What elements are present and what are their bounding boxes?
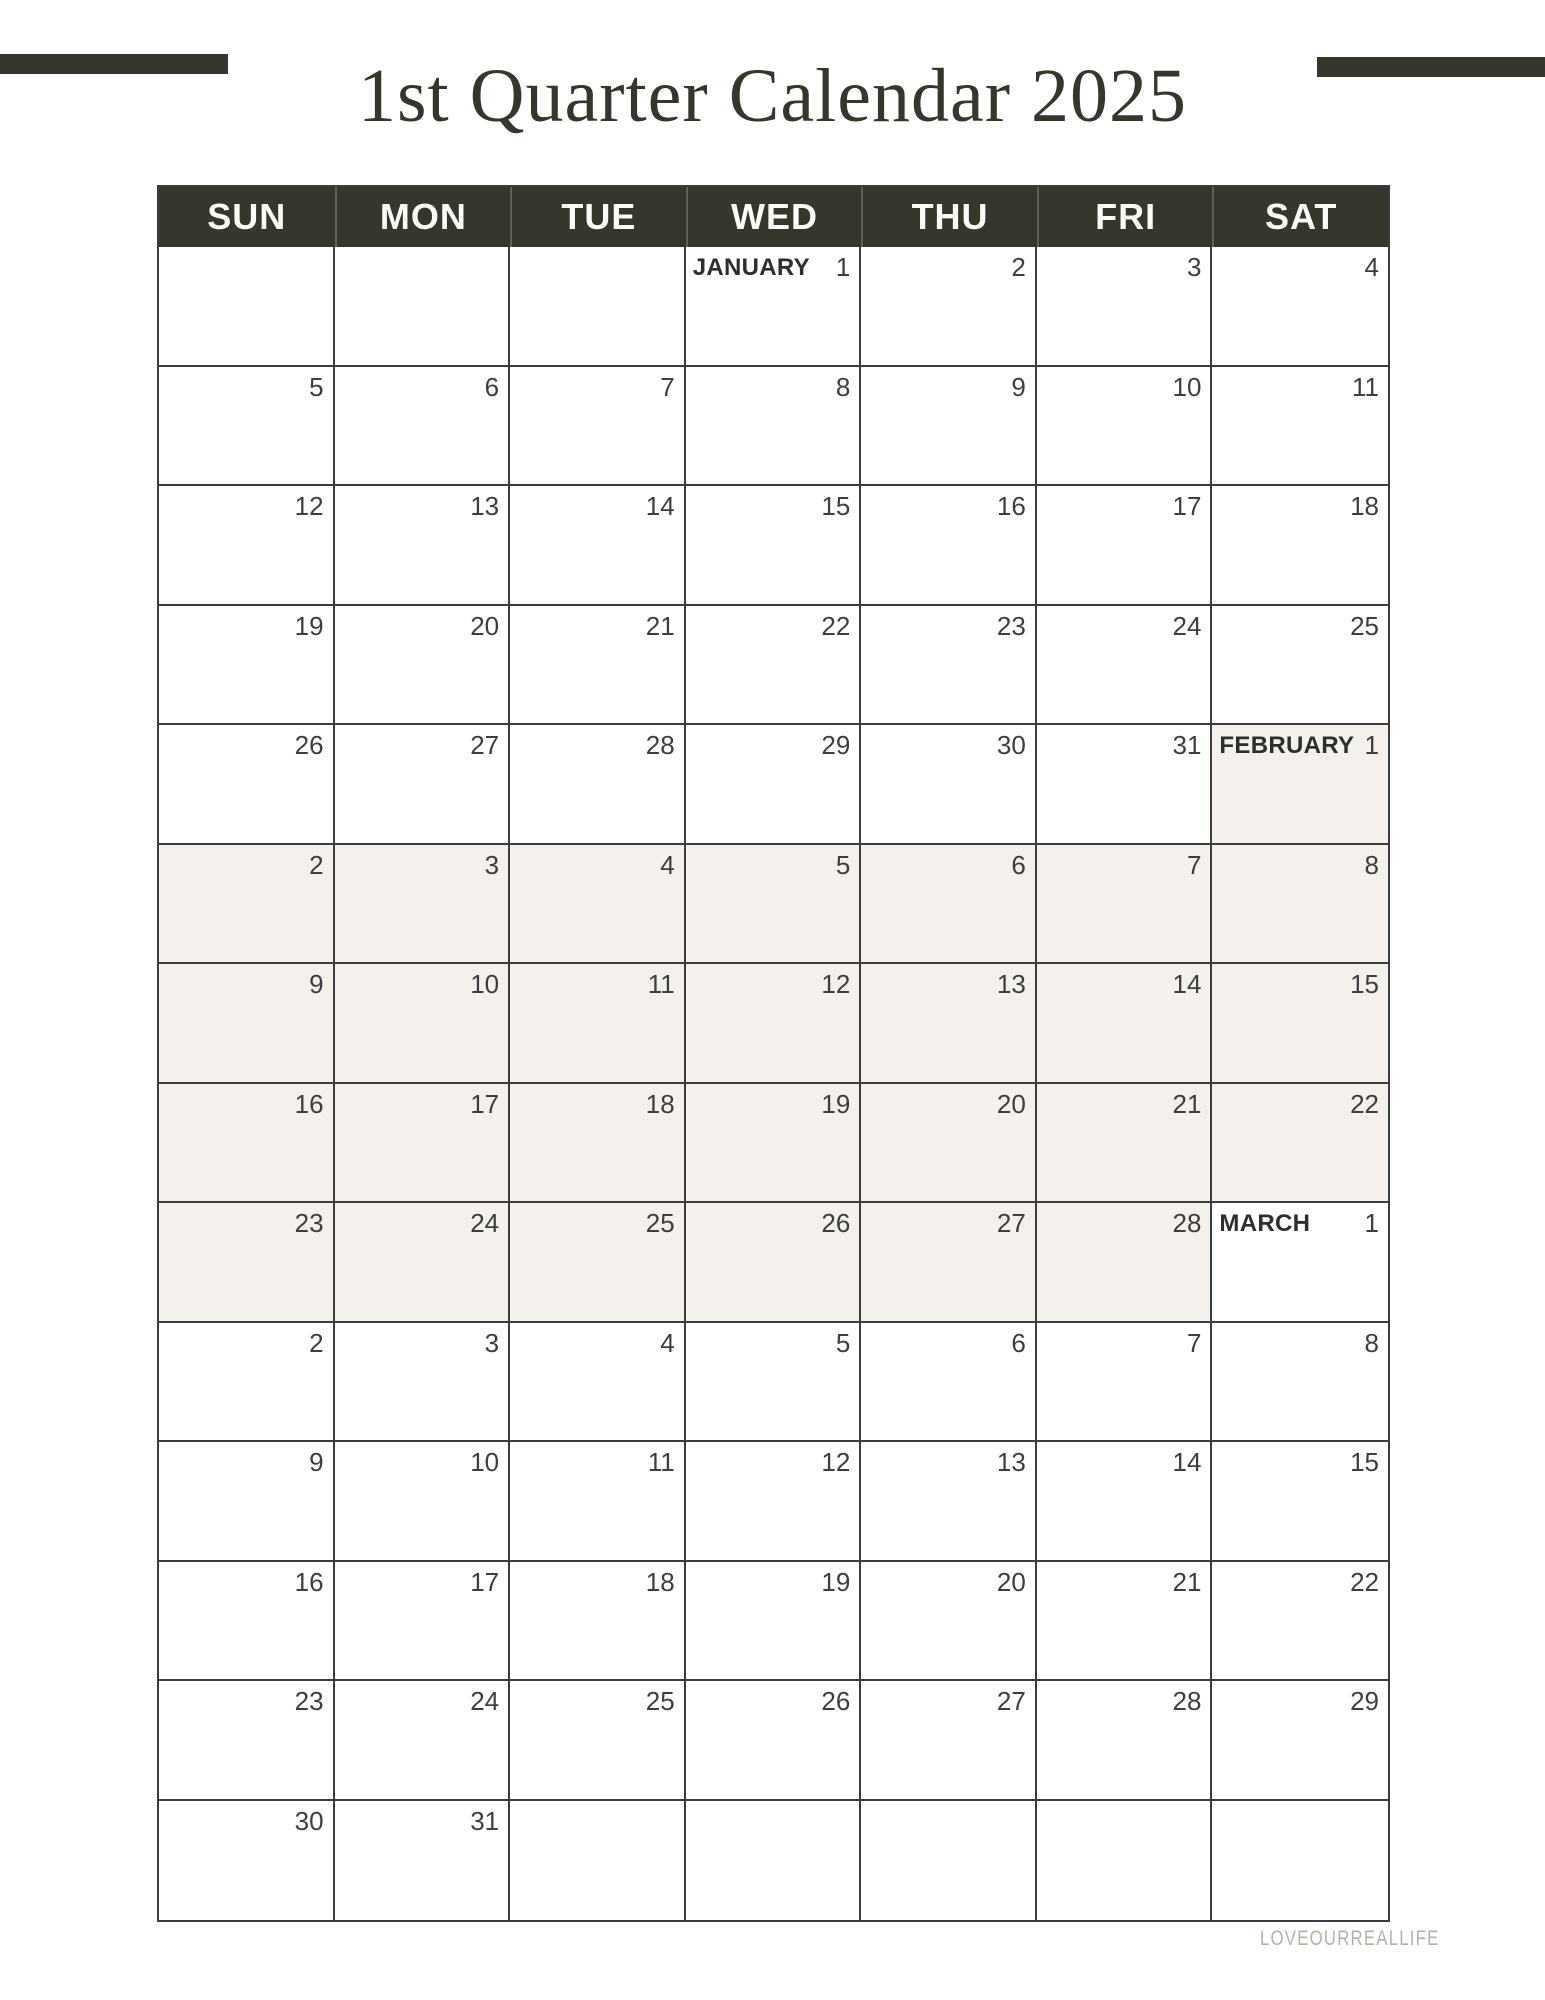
date-number: 19 [821, 1088, 851, 1119]
calendar-cell [1037, 486, 1213, 606]
calendar-cell [686, 606, 862, 726]
date-number: 14 [1172, 969, 1202, 999]
calendar-cell [335, 964, 511, 1084]
calendar-cell [159, 1084, 335, 1204]
calendar-cell [686, 1203, 862, 1323]
date-number: 23 [996, 610, 1026, 641]
date-number: 24 [470, 1208, 500, 1238]
calendar-cell [686, 1562, 862, 1682]
calendar-cell [1212, 845, 1388, 965]
calendar-cell [1037, 725, 1213, 845]
calendar-cell [335, 606, 511, 726]
calendar-cell [510, 845, 686, 965]
date-number: 6 [1011, 1327, 1026, 1358]
calendar-cell [1212, 486, 1388, 606]
date-number: 10 [470, 1447, 500, 1477]
date-number: 22 [1350, 1566, 1379, 1597]
date-number: 6 [1011, 849, 1026, 880]
calendar-cell [861, 1681, 1037, 1801]
calendar-cell [510, 247, 686, 367]
date-number: 25 [645, 1208, 675, 1238]
calendar-cell [335, 1084, 511, 1204]
watermark: LOVEOURREALLIFE [1260, 1927, 1440, 1950]
calendar-cell [510, 486, 686, 606]
calendar-cell [861, 247, 1037, 367]
calendar-cell [861, 1203, 1037, 1323]
calendar-cell [335, 725, 511, 845]
calendar-cell [686, 964, 862, 1084]
date-number: 14 [1172, 1447, 1202, 1477]
calendar-cell [510, 1681, 686, 1801]
calendar-cell [861, 486, 1037, 606]
calendar-cell [335, 1442, 511, 1562]
date-number: 26 [821, 1208, 851, 1238]
date-number: 9 [309, 1447, 324, 1477]
calendar-cell [861, 845, 1037, 965]
date-number: 27 [996, 1208, 1026, 1238]
calendar-cell [1212, 1323, 1388, 1443]
calendar-cell [1037, 367, 1213, 487]
calendar-cell [159, 1801, 335, 1921]
date-number: 1 [1364, 1208, 1379, 1238]
calendar-cell [1212, 1442, 1388, 1562]
calendar-cell [159, 1442, 335, 1562]
month-label-february: FEBRUARY [1219, 732, 1355, 759]
day-header-sun: SUN [207, 196, 287, 237]
month-label-march: MARCH [1219, 1210, 1311, 1237]
calendar-cell [159, 606, 335, 726]
date-number: 21 [1172, 1566, 1202, 1597]
date-number: 17 [470, 1566, 500, 1597]
quarter-calendar-grid [157, 185, 1390, 1922]
calendar-cell [1037, 606, 1213, 726]
calendar-cell [510, 367, 686, 487]
date-number: 12 [821, 1447, 851, 1477]
calendar-cell [159, 1562, 335, 1682]
date-number: 9 [1011, 371, 1026, 402]
date-number: 4 [660, 849, 675, 880]
date-number: 8 [1364, 1327, 1379, 1358]
date-number: 26 [294, 730, 324, 760]
date-number: 24 [1172, 610, 1202, 641]
calendar-cell [159, 1203, 335, 1323]
date-number: 5 [309, 371, 324, 402]
date-number: 29 [1350, 1686, 1379, 1716]
day-header-fri: FRI [1037, 187, 1213, 247]
calendar-cell [861, 367, 1037, 487]
date-number: 23 [294, 1686, 324, 1716]
calendar-cell [159, 247, 335, 367]
day-header-row [159, 187, 1388, 247]
date-number: 17 [1172, 491, 1202, 521]
date-number: 28 [645, 730, 675, 760]
date-number: 17 [470, 1088, 500, 1119]
calendar-cell [335, 1801, 511, 1921]
calendar-cell [861, 725, 1037, 845]
date-number: 27 [470, 730, 500, 760]
date-number: 15 [821, 491, 851, 521]
calendar-cell [510, 606, 686, 726]
calendar-cell [686, 367, 862, 487]
date-number: 21 [645, 610, 675, 641]
date-number: 2 [309, 849, 324, 880]
calendar-cell [159, 486, 335, 606]
date-number: 23 [294, 1208, 324, 1238]
calendar-cell [1212, 1203, 1388, 1323]
date-number: 8 [835, 371, 851, 402]
calendar-cell [159, 367, 335, 487]
calendar-cell [335, 1203, 511, 1323]
date-number: 11 [1351, 371, 1379, 402]
day-header-wed: WED [686, 187, 862, 247]
calendar-cell [335, 1323, 511, 1443]
calendar-cell [861, 1323, 1037, 1443]
date-number: 1 [1364, 730, 1379, 760]
calendar-cell [861, 606, 1037, 726]
date-number: 19 [821, 1566, 851, 1597]
date-number: 7 [660, 371, 675, 402]
calendar-cell [1037, 964, 1213, 1084]
date-number: 16 [294, 1088, 324, 1119]
date-number: 10 [470, 969, 500, 999]
date-number: 12 [294, 491, 324, 521]
date-number: 11 [647, 969, 675, 999]
calendar-cell [1212, 725, 1388, 845]
calendar-cell [159, 1681, 335, 1801]
date-number: 13 [996, 969, 1026, 999]
date-number: 4 [1364, 252, 1379, 282]
day-header-thu: THU [861, 187, 1037, 247]
date-number: 5 [835, 1327, 851, 1358]
calendar-cell [686, 486, 862, 606]
date-number: 18 [645, 1088, 675, 1119]
date-number: 4 [660, 1327, 675, 1358]
calendar-cell [1037, 1681, 1213, 1801]
date-number: 3 [484, 1327, 500, 1358]
calendar-cell [1212, 1681, 1388, 1801]
calendar-cell [335, 845, 511, 965]
calendar-cell [686, 845, 862, 965]
calendar-cell [510, 1323, 686, 1443]
date-number: 13 [996, 1447, 1026, 1477]
calendar-cell [1212, 964, 1388, 1084]
date-number: 21 [1172, 1088, 1202, 1119]
date-number: 27 [996, 1686, 1026, 1716]
date-number: 28 [1172, 1208, 1202, 1238]
month-label-january: JANUARY [692, 254, 810, 281]
date-number: 3 [484, 849, 500, 880]
calendar-cell [510, 1801, 686, 1921]
date-number: 7 [1186, 1327, 1202, 1358]
calendar-cell [861, 964, 1037, 1084]
calendar-cell [510, 725, 686, 845]
calendar-cell [861, 1084, 1037, 1204]
calendar-cell [1037, 1323, 1213, 1443]
date-number: 26 [821, 1686, 851, 1716]
calendar-cell [686, 1801, 862, 1921]
calendar-cell [335, 1562, 511, 1682]
date-number: 22 [821, 610, 851, 641]
date-number: 1 [835, 252, 851, 282]
date-number: 12 [821, 969, 851, 999]
calendar-cell [510, 964, 686, 1084]
calendar-cell [1212, 1801, 1388, 1921]
page-title: 1st Quarter Calendar 2025 [357, 53, 1188, 138]
date-number: 2 [1011, 252, 1026, 282]
date-number: 18 [645, 1566, 675, 1597]
calendar-cell [1037, 1084, 1213, 1204]
date-number: 5 [835, 849, 851, 880]
calendar-cell [335, 367, 511, 487]
date-number: 7 [1186, 849, 1202, 880]
calendar-cell [159, 845, 335, 965]
calendar-cell [1037, 845, 1213, 965]
day-header-mon: MON [335, 187, 511, 247]
date-number: 24 [470, 1686, 500, 1716]
calendar-cell [1037, 1442, 1213, 1562]
calendar-cell [1037, 1801, 1213, 1921]
day-header-sat: SAT [1212, 187, 1388, 247]
date-number: 30 [996, 730, 1026, 760]
calendar-cell [861, 1562, 1037, 1682]
calendar-cell [510, 1562, 686, 1682]
date-number: 29 [821, 730, 851, 760]
date-number: 19 [294, 610, 324, 641]
calendar-cell [159, 725, 335, 845]
calendar-cell [686, 1323, 862, 1443]
date-number: 31 [470, 1805, 500, 1836]
date-number: 16 [294, 1566, 324, 1597]
calendar-cell [510, 1442, 686, 1562]
calendar-cell [335, 1681, 511, 1801]
calendar-cell [1037, 1203, 1213, 1323]
date-number: 14 [645, 491, 675, 521]
calendar-cell [159, 964, 335, 1084]
day-header-tue: TUE [510, 187, 686, 247]
calendar-cell [686, 1681, 862, 1801]
calendar-cell [1037, 1562, 1213, 1682]
date-number: 28 [1172, 1686, 1202, 1716]
date-number: 2 [309, 1327, 324, 1358]
calendar-cell [1212, 606, 1388, 726]
calendar-cell [686, 725, 862, 845]
date-number: 13 [470, 491, 500, 521]
calendar-cell [510, 1084, 686, 1204]
calendar-cell [686, 1442, 862, 1562]
date-number: 11 [647, 1447, 675, 1477]
date-number: 3 [1186, 252, 1202, 282]
calendar-cell [510, 1203, 686, 1323]
calendar-cell [335, 486, 511, 606]
calendar-cell [1212, 1562, 1388, 1682]
date-number: 10 [1172, 371, 1202, 402]
title-divider-bar-left [0, 54, 228, 74]
date-number: 6 [484, 371, 500, 402]
date-number: 31 [1172, 730, 1202, 760]
calendar-grid-body [159, 247, 1388, 1920]
date-number: 20 [470, 610, 500, 641]
calendar-cell [686, 1084, 862, 1204]
calendar-cell [159, 1323, 335, 1443]
date-number: 25 [645, 1686, 675, 1716]
title-divider-bar-right [1317, 57, 1545, 77]
calendar-cell [335, 247, 511, 367]
calendar-cell [1037, 247, 1213, 367]
calendar-cell [861, 1442, 1037, 1562]
date-number: 20 [996, 1088, 1026, 1119]
date-number: 8 [1364, 849, 1379, 880]
calendar-cell [861, 1801, 1037, 1921]
calendar-cell [686, 247, 862, 367]
date-number: 30 [294, 1805, 324, 1836]
date-number: 25 [1350, 610, 1379, 641]
calendar-cell [1212, 247, 1388, 367]
date-number: 20 [996, 1566, 1026, 1597]
date-number: 15 [1350, 969, 1379, 999]
date-number: 22 [1350, 1088, 1379, 1119]
calendar-cell [1212, 1084, 1388, 1204]
date-number: 16 [996, 491, 1026, 521]
calendar-cell [1212, 367, 1388, 487]
date-number: 9 [309, 969, 324, 999]
date-number: 15 [1350, 1447, 1379, 1477]
date-number: 18 [1350, 491, 1379, 521]
